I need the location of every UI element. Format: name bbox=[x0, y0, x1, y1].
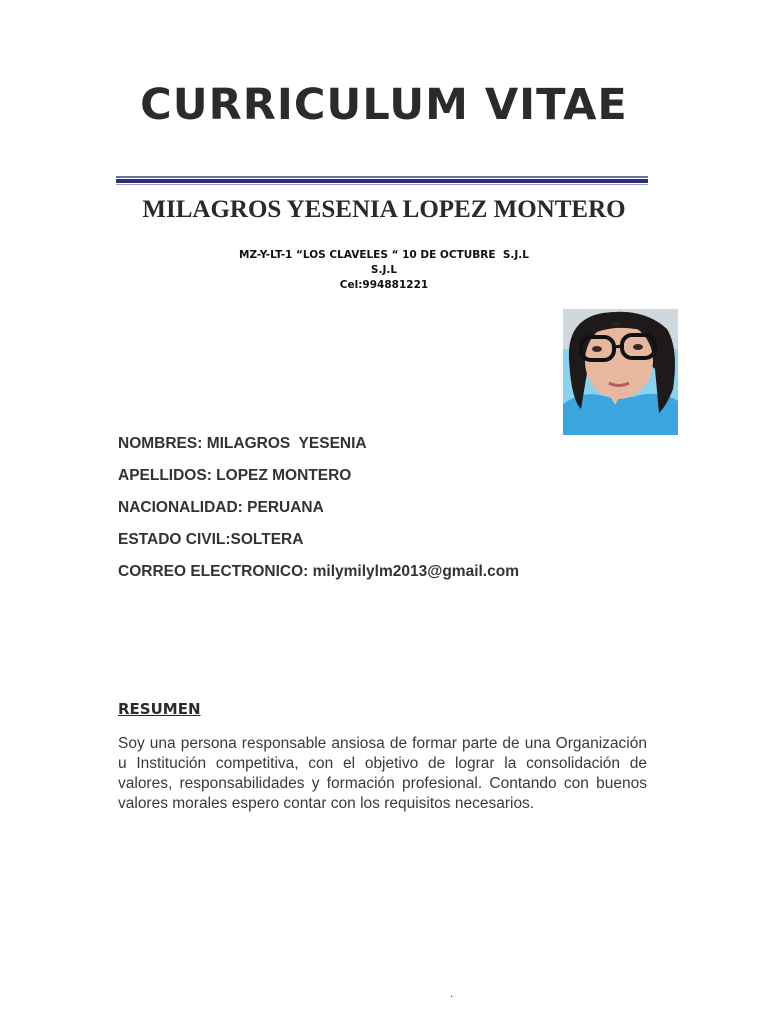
contact-block bbox=[0, 248, 768, 293]
footer-mark: . bbox=[450, 986, 454, 1000]
address-line-2: S.J.L bbox=[370, 264, 398, 276]
candidate-name: MILAGROS YESENIA LOPEZ MONTERO bbox=[142, 196, 626, 223]
profile-photo bbox=[563, 309, 678, 435]
address-line-1: MZ-Y-LT-1 “LOS CLAVELES “ 10 DE OCTUBRE S.J.L bbox=[239, 249, 529, 261]
title-divider bbox=[116, 176, 648, 186]
summary-heading: RESUMEN bbox=[118, 700, 201, 718]
divider-line-main bbox=[116, 179, 648, 183]
summary-text: Soy una persona responsable ansiosa de formar parte de una Organización u Institución competitiva, con el objetivo de lograr la consolidación de valores, responsabilidades y formación profesional. Contando con buenos valores morales espero contar con los requisitos necesarios. bbox=[118, 735, 647, 812]
divider-line-bottom bbox=[116, 184, 648, 185]
document-title: CURRICULUM VITAE bbox=[140, 80, 628, 130]
field-apellidos: APELLIDOS: LOPEZ MONTERO bbox=[118, 467, 352, 484]
divider-line-top bbox=[116, 176, 648, 178]
personal-info-list bbox=[118, 433, 678, 593]
field-nombres: NOMBRES: MILAGROS YESENIA bbox=[118, 435, 367, 452]
profile-photo-illustration bbox=[563, 309, 678, 435]
phone-number: Cel:994881221 bbox=[339, 279, 429, 291]
field-estado-civil: ESTADO CIVIL:SOLTERA bbox=[118, 531, 304, 548]
field-nacionalidad: NACIONALIDAD: PERUANA bbox=[118, 499, 324, 516]
field-correo-electronico: CORREO ELECTRONICO: milymilylm2013@gmail.com bbox=[118, 563, 519, 580]
